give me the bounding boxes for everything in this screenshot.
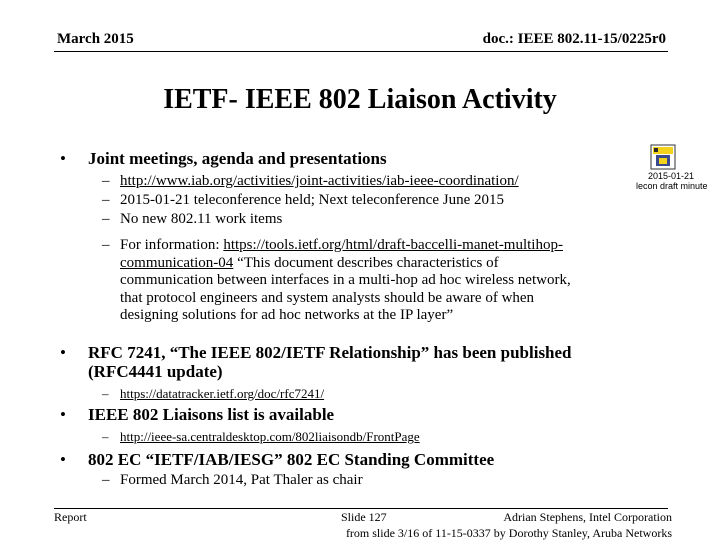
section4-heading: 802 EC “IETF/IAB/IESG” 802 EC Standing Committee: [88, 450, 495, 469]
header-doc-id: doc.: IEEE 802.11-15/0225r0: [482, 31, 666, 47]
rfc7241-link[interactable]: https://datatracker.ietf.org/doc/rfc7241/: [120, 386, 325, 401]
dash-4a: –: [102, 472, 110, 488]
liaison-db-link[interactable]: http://ieee-sa.centraldesktop.com/802liaisondb/FrontPage: [120, 429, 420, 444]
draft-link-part1[interactable]: https://tools.ietf.org/html/draft-baccelli-manet-multihop-: [223, 237, 563, 253]
info-quote-line2: “This document describes characteristics of: [233, 255, 499, 271]
section2-heading-line2: (RFC4441 update): [88, 362, 223, 381]
footer-author: Adrian Stephens, Intel Corporation: [503, 510, 672, 524]
iab-coordination-link[interactable]: http://www.iab.org/activities/joint-activities/iab-ieee-coordination/: [120, 173, 519, 189]
attachment-caption-name: lecon draft minute: [636, 181, 708, 191]
section3-heading: IEEE 802 Liaisons list is available: [88, 405, 335, 424]
info-line-1: [120, 237, 563, 254]
dash-2a: –: [102, 386, 109, 401]
attachment-caption-date: 2015-01-21: [648, 171, 695, 181]
section1-heading: Joint meetings, agenda and presentations: [88, 149, 387, 168]
teleconference-item: 2015-01-21 teleconference held; Next teleconference June 2015: [120, 192, 504, 208]
dash-1b: –: [102, 192, 110, 208]
section4-item: Formed March 2014, Pat Thaler as chair: [120, 472, 363, 488]
info-quote-line5: designing solutions for ad hoc networks at the IP layer”: [120, 307, 454, 323]
info-prefix: For information:: [120, 237, 224, 253]
page-title: IETF- IEEE 802 Liaison Activity: [163, 84, 557, 115]
dash-1c: –: [102, 211, 110, 227]
slide-number: Slide 127: [341, 510, 387, 524]
header-divider: [54, 51, 668, 52]
work-items-item: No new 802.11 work items: [120, 211, 283, 227]
header-date: March 2015: [57, 31, 134, 47]
dash-1d: –: [102, 237, 110, 253]
document-icon: [650, 144, 680, 172]
footer-source: from slide 3/16 of 11-15-0337 by Dorothy Stanley, Aruba Networks: [345, 526, 672, 540]
info-quote-line4: that protocol engineers and system analysts should be aware of when: [120, 290, 535, 306]
draft-link-part2[interactable]: communication-04: [120, 255, 234, 271]
bullet-4: •: [60, 450, 66, 469]
footer-label: Report: [54, 510, 87, 524]
attachment-object[interactable]: [636, 140, 720, 192]
dash-1a: –: [102, 173, 110, 189]
info-line-2: [120, 255, 499, 272]
bullet-2: •: [60, 343, 66, 362]
bullet-1: •: [60, 149, 66, 168]
dash-3a: –: [102, 429, 109, 444]
section2-heading-line1: RFC 7241, “The IEEE 802/IETF Relationship” has been published: [88, 343, 572, 362]
bullet-3: •: [60, 405, 66, 424]
footer-divider: [54, 508, 668, 509]
info-quote-line3: communication between interfaces in a multi-hop ad hoc wireless network,: [120, 272, 571, 288]
